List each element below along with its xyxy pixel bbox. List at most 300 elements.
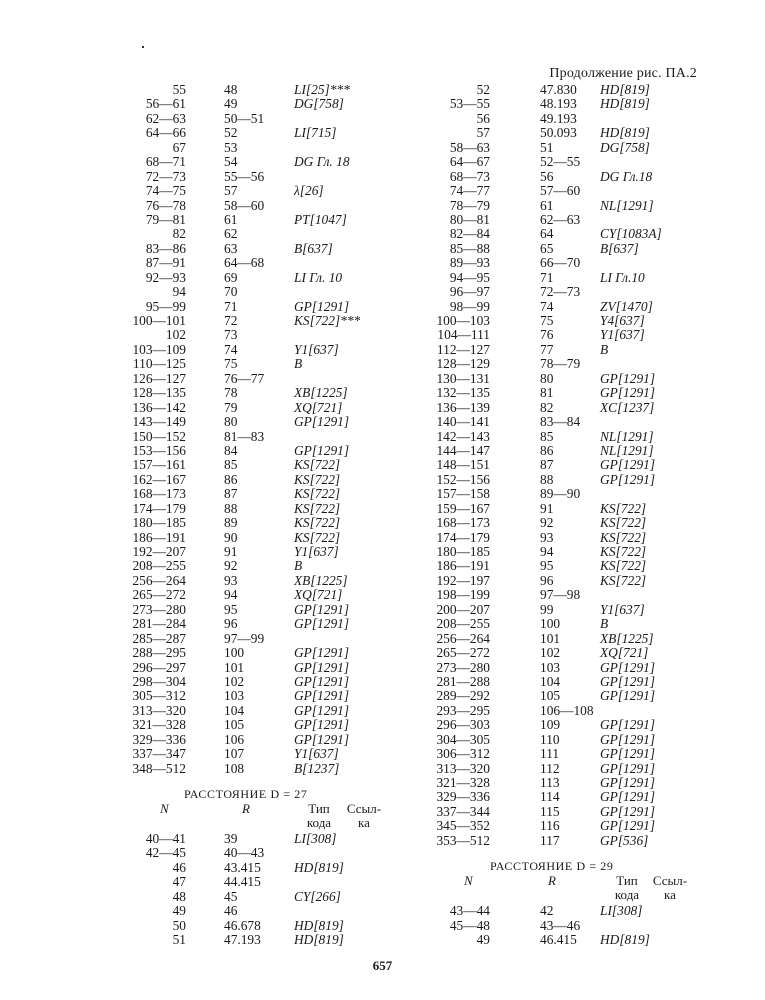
length-n: 288—295 bbox=[132, 645, 186, 661]
table-row bbox=[126, 211, 347, 227]
dimension-r: 64—68 bbox=[224, 255, 265, 271]
dimension-r: 86 bbox=[224, 471, 238, 487]
code-ref: XB[1225] bbox=[294, 385, 348, 401]
length-n: 321—328 bbox=[132, 717, 186, 733]
dimension-r: 89 bbox=[224, 515, 238, 531]
dimension-r: 115 bbox=[540, 803, 560, 819]
table-row bbox=[126, 457, 341, 473]
code-ref: DG Гл.18 bbox=[600, 168, 653, 184]
code-ref: GP[1291] bbox=[294, 442, 350, 458]
code-ref: B bbox=[600, 341, 609, 357]
table-row bbox=[420, 96, 650, 112]
length-n: 265—272 bbox=[132, 587, 186, 603]
length-n: 148—151 bbox=[436, 457, 490, 473]
code-ref: GP[1291] bbox=[294, 688, 350, 704]
dimension-r: 92 bbox=[540, 515, 554, 531]
length-n: 142—143 bbox=[436, 428, 490, 444]
table-row bbox=[126, 298, 350, 314]
code-ref: GP[1291] bbox=[600, 789, 656, 805]
code-ref: KS[722] bbox=[294, 515, 341, 531]
length-n: 313—320 bbox=[436, 760, 490, 776]
dimension-r: 92 bbox=[224, 558, 238, 574]
length-n: 68—71 bbox=[145, 154, 186, 170]
dimension-r: 73 bbox=[224, 327, 238, 343]
dimension-r: 46 bbox=[224, 903, 238, 919]
table-row bbox=[126, 601, 350, 617]
dimension-r: 105 bbox=[224, 717, 245, 733]
table-row bbox=[126, 702, 350, 718]
table-row bbox=[126, 731, 350, 747]
dimension-r: 81—83 bbox=[224, 428, 265, 444]
code-ref: LI Гл.10 bbox=[600, 269, 645, 285]
length-n: 180—185 bbox=[132, 515, 186, 531]
table-row bbox=[420, 226, 662, 242]
length-n: 98—99 bbox=[449, 298, 490, 314]
code-ref: NL[1291] bbox=[600, 428, 654, 444]
length-n: 153—156 bbox=[132, 442, 186, 458]
dimension-r: 44.415 bbox=[224, 874, 261, 890]
length-n: 198—199 bbox=[436, 587, 490, 603]
code-ref: LI[25]*** bbox=[294, 82, 350, 97]
length-n: 110—125 bbox=[132, 356, 186, 372]
column-headers bbox=[420, 873, 688, 904]
table-row bbox=[126, 688, 350, 704]
header-reference: Ссыл- ка bbox=[346, 801, 382, 830]
length-n: 186—191 bbox=[436, 558, 490, 574]
table-row bbox=[420, 803, 656, 819]
table-row bbox=[126, 888, 341, 904]
left-column bbox=[126, 82, 382, 948]
code-ref: NL[1291] bbox=[600, 197, 654, 213]
table-row bbox=[420, 932, 650, 948]
table-row bbox=[126, 170, 308, 184]
table-row bbox=[126, 82, 350, 97]
table-row bbox=[126, 875, 308, 889]
length-n: 51 bbox=[172, 932, 186, 948]
code-ref: KS[722] bbox=[294, 529, 341, 545]
table-row bbox=[126, 313, 361, 328]
length-n: 304—305 bbox=[436, 731, 490, 747]
table-row bbox=[126, 328, 308, 342]
code-ref: GP[1291] bbox=[600, 818, 656, 834]
code-ref: HD[819] bbox=[600, 932, 650, 948]
length-n: 136—142 bbox=[132, 399, 186, 415]
length-n: 92—93 bbox=[145, 269, 186, 285]
table-row bbox=[126, 442, 350, 458]
header-n: N bbox=[464, 873, 473, 889]
table-row bbox=[126, 471, 341, 487]
code-ref: GP[1291] bbox=[294, 414, 350, 430]
table-row bbox=[420, 370, 656, 386]
table-row bbox=[420, 617, 614, 631]
code-ref: GP[1291] bbox=[600, 659, 656, 675]
dimension-r: 70 bbox=[224, 284, 238, 300]
length-n: 192—197 bbox=[436, 572, 490, 588]
length-n: 94 bbox=[172, 284, 186, 300]
dimension-r: 101 bbox=[224, 659, 245, 675]
dimension-r: 96 bbox=[224, 616, 238, 632]
dimension-r: 88 bbox=[540, 471, 554, 487]
table-row bbox=[126, 616, 350, 632]
length-n: 256—264 bbox=[436, 630, 490, 646]
dimension-r: 81 bbox=[540, 385, 554, 401]
code-ref: KS[722] bbox=[600, 500, 647, 516]
header-reference: Ссыл- ка bbox=[652, 873, 688, 903]
dimension-r: 110 bbox=[540, 731, 560, 747]
length-n: 348—512 bbox=[132, 760, 186, 776]
header-code-type: Тип кода bbox=[306, 801, 332, 830]
dimension-r: 78 bbox=[224, 385, 238, 401]
code-ref: GP[1291] bbox=[294, 717, 350, 733]
table-row bbox=[126, 746, 339, 762]
dimension-r: 71 bbox=[540, 269, 554, 285]
length-n: 313—320 bbox=[132, 702, 186, 718]
dimension-r: 97—99 bbox=[224, 630, 265, 646]
dimension-r: 87 bbox=[224, 486, 238, 502]
table-row bbox=[420, 313, 645, 328]
length-n: 293—295 bbox=[436, 702, 490, 718]
code-ref: LI Гл. 10 bbox=[294, 269, 343, 285]
code-ref: GP[1291] bbox=[600, 385, 656, 401]
table-row bbox=[126, 500, 341, 516]
length-n: 157—161 bbox=[132, 457, 186, 473]
dimension-r: 91 bbox=[224, 544, 238, 559]
dimension-r: 49 bbox=[224, 96, 238, 112]
table-row bbox=[420, 588, 614, 602]
code-ref: KS[722] bbox=[294, 457, 341, 473]
table-row bbox=[126, 659, 350, 675]
table-row bbox=[420, 601, 645, 617]
code-ref: HD[819] bbox=[600, 125, 650, 141]
code-ref: DG[758] bbox=[294, 96, 344, 112]
dimension-r: 51 bbox=[540, 139, 554, 155]
dimension-r: 74 bbox=[540, 298, 554, 314]
table-row bbox=[126, 529, 341, 545]
length-n: 174—179 bbox=[132, 500, 186, 516]
table-row bbox=[420, 515, 647, 531]
length-n: 157—158 bbox=[436, 486, 490, 502]
dimension-r: 57 bbox=[224, 183, 238, 199]
length-n: 200—207 bbox=[436, 601, 490, 617]
length-n: 49 bbox=[172, 903, 186, 919]
table-row bbox=[126, 486, 341, 502]
dimension-r: 107 bbox=[224, 746, 245, 762]
dimension-r: 48.193 bbox=[540, 96, 577, 112]
dimension-r: 71 bbox=[224, 298, 238, 314]
length-n: 53—55 bbox=[449, 96, 490, 112]
table-row bbox=[420, 298, 653, 314]
table-row bbox=[126, 154, 350, 170]
dimension-r: 91 bbox=[540, 500, 554, 516]
length-n: 72—73 bbox=[145, 168, 186, 184]
length-n: 329—336 bbox=[132, 731, 186, 747]
length-n: 150—152 bbox=[132, 428, 186, 444]
page-number: 657 bbox=[372, 958, 393, 973]
length-n: 78—79 bbox=[449, 197, 490, 213]
code-ref: XB[1225] bbox=[600, 630, 654, 646]
table-row bbox=[126, 227, 308, 241]
dimension-r: 102 bbox=[224, 673, 245, 689]
table-row bbox=[126, 717, 350, 733]
table-row bbox=[126, 904, 308, 918]
table-row bbox=[126, 632, 308, 646]
table-row bbox=[126, 673, 350, 689]
table-row bbox=[420, 139, 650, 155]
table-row bbox=[126, 385, 348, 401]
length-n: 192—207 bbox=[132, 544, 186, 559]
dimension-r: 62—63 bbox=[540, 211, 581, 227]
code-ref: CY[266] bbox=[294, 888, 341, 904]
table-row bbox=[420, 789, 656, 805]
dimension-r: 39 bbox=[224, 831, 238, 846]
dimension-r: 46.415 bbox=[540, 932, 577, 948]
code-ref: HD[819] bbox=[294, 917, 344, 933]
table-row bbox=[126, 831, 337, 846]
table-row bbox=[126, 372, 308, 386]
dimension-r: 103 bbox=[224, 688, 245, 704]
code-ref: GP[1291] bbox=[600, 746, 656, 762]
dimension-r: 52—55 bbox=[540, 154, 581, 170]
length-n: 128—135 bbox=[132, 385, 186, 401]
dimension-r: 65 bbox=[540, 240, 554, 256]
length-n: 174—179 bbox=[436, 529, 490, 545]
dimension-r: 112 bbox=[540, 760, 560, 776]
dimension-r: 43—46 bbox=[540, 917, 581, 933]
code-ref: Y1[637] bbox=[600, 601, 645, 617]
dimension-r: 46.678 bbox=[224, 917, 261, 933]
length-n: 298—304 bbox=[132, 673, 186, 689]
length-n: 82 bbox=[172, 226, 186, 242]
code-ref: Y4[637] bbox=[600, 313, 645, 328]
length-n: 100—101 bbox=[132, 313, 186, 328]
dimension-r: 95 bbox=[224, 601, 238, 617]
length-n: 45—48 bbox=[449, 917, 490, 933]
dimension-r: 50.093 bbox=[540, 125, 577, 141]
table-row bbox=[126, 760, 340, 776]
dimension-r: 95 bbox=[540, 558, 554, 574]
table-row bbox=[420, 645, 649, 661]
code-ref: KS[722] bbox=[294, 486, 341, 502]
dimension-r: 78—79 bbox=[540, 356, 581, 372]
table-row bbox=[420, 428, 654, 444]
code-ref: GP[1291] bbox=[600, 457, 656, 473]
dimension-r: 100 bbox=[224, 645, 245, 661]
length-n: 281—284 bbox=[132, 616, 186, 632]
length-n: 265—272 bbox=[436, 645, 490, 661]
code-ref: GP[1291] bbox=[600, 760, 656, 776]
length-n: 273—280 bbox=[436, 659, 490, 675]
table-row bbox=[420, 659, 656, 675]
dimension-r: 101 bbox=[540, 630, 561, 646]
code-ref: GP[1291] bbox=[600, 688, 656, 704]
length-n: 128—129 bbox=[436, 356, 490, 372]
dimension-r: 58—60 bbox=[224, 197, 265, 213]
code-ref: LI[308] bbox=[294, 831, 337, 846]
dimension-r: 52 bbox=[224, 125, 238, 141]
length-n: 353—512 bbox=[436, 832, 490, 848]
length-n: 168—173 bbox=[132, 486, 186, 502]
length-n: 62—63 bbox=[145, 110, 186, 126]
code-ref: Y1[637] bbox=[294, 341, 339, 357]
code-ref: GP[1291] bbox=[294, 702, 350, 718]
length-n: 89—93 bbox=[449, 255, 490, 271]
dimension-r: 76 bbox=[540, 327, 554, 343]
dimension-r: 85 bbox=[540, 428, 554, 444]
table-row bbox=[420, 155, 614, 169]
code-ref: GP[1291] bbox=[600, 803, 656, 819]
code-ref: XC[1237] bbox=[600, 399, 655, 415]
dimension-r: 76—77 bbox=[224, 370, 265, 386]
table-row bbox=[420, 213, 614, 227]
section-title: РАССТОЯНИЕ D = 29 bbox=[490, 859, 614, 874]
length-n: 285—287 bbox=[132, 630, 186, 646]
length-n: 296—303 bbox=[436, 717, 490, 733]
table-row bbox=[420, 343, 614, 357]
table-row bbox=[420, 471, 656, 487]
table-row bbox=[126, 269, 343, 285]
code-ref: GP[1291] bbox=[294, 298, 350, 314]
table-row bbox=[126, 859, 344, 875]
length-n: 47 bbox=[172, 874, 186, 890]
dimension-r: 72—73 bbox=[540, 284, 581, 300]
table-row bbox=[126, 572, 348, 588]
code-ref: Y1[637] bbox=[600, 327, 645, 343]
table-row bbox=[420, 746, 656, 762]
table-row bbox=[420, 572, 647, 588]
dimension-r: 80 bbox=[224, 414, 238, 430]
dimension-r: 111 bbox=[540, 746, 560, 762]
code-ref: KS[722] bbox=[294, 500, 341, 516]
table-row bbox=[420, 285, 614, 299]
table-row bbox=[420, 168, 653, 184]
length-n: 273—280 bbox=[132, 601, 186, 617]
length-n: 180—185 bbox=[436, 544, 490, 559]
code-ref: KS[722] bbox=[294, 471, 341, 487]
dimension-r: 99 bbox=[540, 601, 554, 617]
length-n: 42—45 bbox=[145, 845, 186, 861]
dimension-r: 96 bbox=[540, 572, 554, 588]
code-ref: ZV[1470] bbox=[600, 298, 653, 314]
length-n: 103—109 bbox=[132, 341, 186, 357]
dimension-r: 75 bbox=[224, 356, 238, 372]
header-r: R bbox=[548, 873, 556, 889]
code-ref: KS[722] bbox=[600, 529, 647, 545]
code-ref: KS[722] bbox=[600, 515, 647, 531]
dimension-r: 93 bbox=[224, 572, 238, 588]
code-ref: GP[536] bbox=[600, 832, 649, 848]
dimension-r: 93 bbox=[540, 529, 554, 545]
length-n: 79—81 bbox=[145, 211, 186, 227]
table-row bbox=[420, 327, 645, 343]
code-ref: XB[1225] bbox=[294, 572, 348, 588]
length-n: 76—78 bbox=[145, 197, 186, 213]
length-n: 140—141 bbox=[436, 414, 490, 430]
code-ref: GP[1291] bbox=[294, 659, 350, 675]
dimension-r: 64 bbox=[540, 226, 554, 242]
code-ref: XQ[721] bbox=[294, 587, 343, 603]
code-ref: GP[1291] bbox=[294, 731, 350, 747]
code-ref: KS[722] bbox=[600, 544, 647, 559]
length-n: 52 bbox=[476, 82, 490, 97]
length-n: 152—156 bbox=[436, 471, 490, 487]
table-row bbox=[420, 442, 654, 458]
table-row bbox=[420, 82, 650, 97]
table-row bbox=[420, 704, 614, 718]
dimension-r: 80 bbox=[540, 370, 554, 386]
length-n: 345—352 bbox=[436, 818, 490, 834]
length-n: 48 bbox=[172, 888, 186, 904]
length-n: 56—61 bbox=[145, 96, 186, 112]
length-n: 94—95 bbox=[449, 269, 490, 285]
header-code-type: Тип кода bbox=[614, 873, 640, 903]
length-n: 208—255 bbox=[132, 558, 186, 574]
table-row bbox=[126, 141, 308, 155]
dimension-r: 104 bbox=[540, 673, 561, 689]
table-row bbox=[420, 269, 645, 285]
length-n: 306—312 bbox=[436, 746, 490, 762]
table-row bbox=[420, 256, 614, 270]
length-n: 159—167 bbox=[436, 500, 490, 516]
dimension-r: 62 bbox=[224, 226, 238, 242]
table-row bbox=[420, 818, 656, 834]
length-n: 95—99 bbox=[145, 298, 186, 314]
table-row bbox=[126, 96, 344, 112]
table-row bbox=[420, 688, 656, 704]
dimension-r: 79 bbox=[224, 399, 238, 415]
length-n: 58—63 bbox=[449, 139, 490, 155]
code-ref: XQ[721] bbox=[294, 399, 343, 415]
table-row bbox=[420, 775, 656, 790]
length-n: 64—67 bbox=[449, 154, 490, 170]
continuation-caption: Продолжение рис. ПА.2 bbox=[549, 66, 697, 81]
table-row bbox=[420, 717, 656, 733]
code-ref: B[637] bbox=[294, 240, 333, 256]
dimension-r: 116 bbox=[540, 818, 560, 834]
table-row bbox=[126, 240, 333, 256]
length-n: 85—88 bbox=[449, 240, 490, 256]
dimension-r: 74 bbox=[224, 341, 238, 357]
length-n: 168—173 bbox=[436, 515, 490, 531]
dimension-r: 108 bbox=[224, 760, 245, 776]
dimension-r: 72 bbox=[224, 313, 238, 328]
table-row bbox=[126, 430, 308, 444]
length-n: 305—312 bbox=[132, 688, 186, 704]
code-ref: HD[819] bbox=[294, 932, 344, 948]
code-ref: B bbox=[600, 616, 609, 632]
code-ref: LI[308] bbox=[600, 903, 643, 919]
code-ref: HD[819] bbox=[600, 96, 650, 112]
table-row bbox=[126, 357, 308, 371]
table-row bbox=[126, 341, 339, 357]
code-ref: CY[1083A] bbox=[600, 226, 662, 242]
code-ref: GP[1291] bbox=[294, 616, 350, 632]
length-n: 49 bbox=[476, 932, 490, 948]
dimension-r: 47.193 bbox=[224, 932, 261, 948]
table-row bbox=[126, 414, 350, 430]
dimension-r: 47.830 bbox=[540, 82, 577, 97]
length-n: 162—167 bbox=[132, 471, 186, 487]
header-r: R bbox=[242, 801, 250, 816]
dimension-r: 83—84 bbox=[540, 414, 581, 430]
table-row bbox=[420, 112, 614, 126]
dimension-r: 114 bbox=[540, 789, 560, 805]
code-ref: Y1[637] bbox=[294, 746, 339, 762]
table-row bbox=[126, 932, 344, 948]
table-row bbox=[420, 544, 647, 559]
dimension-r: 82 bbox=[540, 399, 554, 415]
code-ref: Y1[637] bbox=[294, 544, 339, 559]
length-n: 104—111 bbox=[437, 327, 490, 343]
